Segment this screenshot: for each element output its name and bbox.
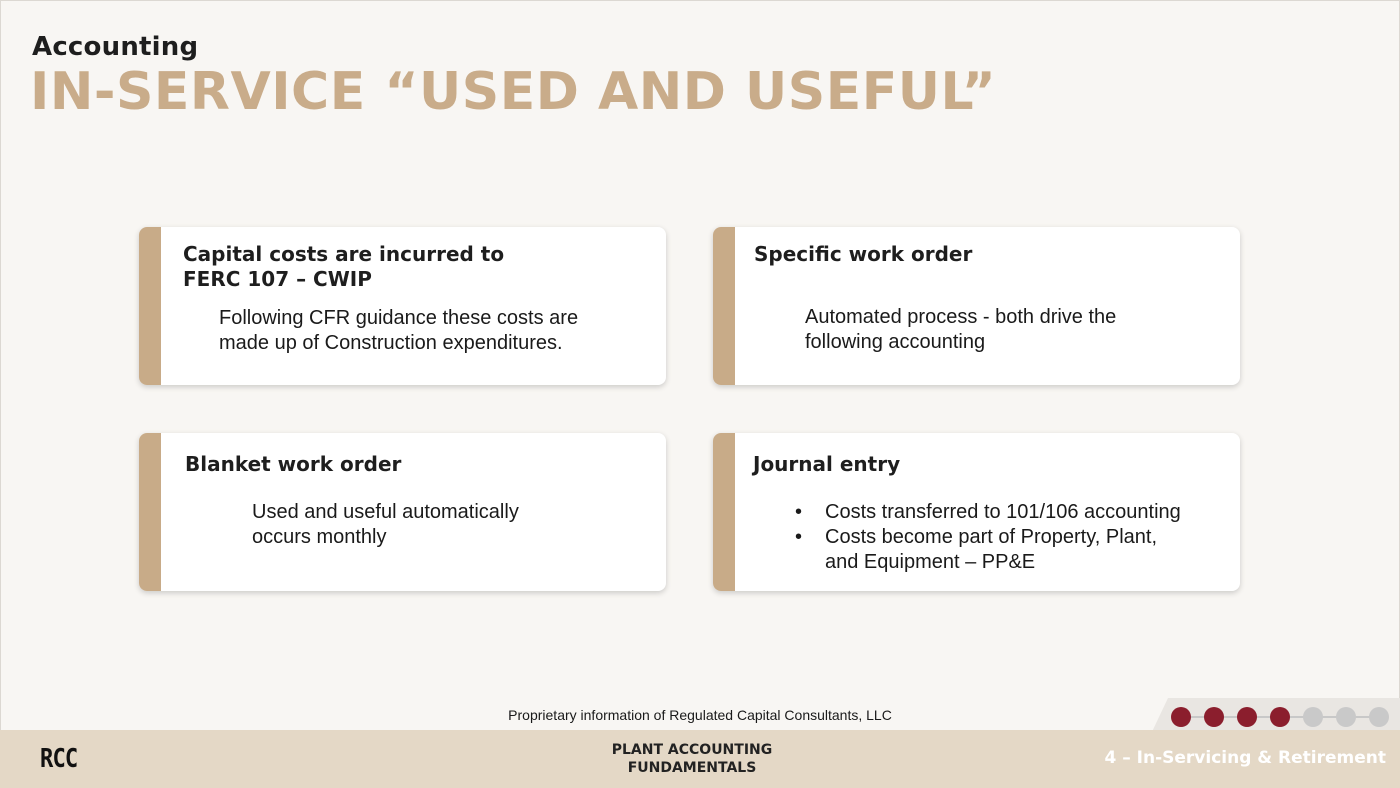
progress-dot-pending bbox=[1336, 707, 1356, 727]
progress-dot-complete bbox=[1270, 707, 1290, 727]
card-body bbox=[805, 305, 1116, 355]
progress-dot-complete bbox=[1171, 707, 1191, 727]
card-accent-bar bbox=[713, 227, 735, 385]
card-bullet-list bbox=[793, 500, 1181, 575]
progress-dot-pending bbox=[1303, 707, 1323, 727]
card-heading bbox=[183, 242, 504, 292]
course-title-line: FUNDAMENTALS bbox=[627, 760, 757, 776]
card-heading: Journal entry bbox=[753, 452, 901, 476]
card-body bbox=[219, 306, 578, 356]
section-kicker: Accounting bbox=[32, 32, 199, 62]
bullet-item bbox=[793, 500, 1181, 525]
card-accent-bar bbox=[139, 227, 161, 385]
bullet-line: and Equipment – PP&E bbox=[825, 551, 1036, 573]
card-body-line: Following CFR guidance these costs are bbox=[219, 307, 579, 329]
bullet-item bbox=[793, 525, 1181, 575]
progress-dot-pending bbox=[1369, 707, 1389, 727]
card-body-line: made up of Construction expenditures. bbox=[219, 332, 563, 354]
card-body-line: Used and useful automatically bbox=[252, 501, 519, 523]
card-heading-line: FERC 107 – CWIP bbox=[183, 267, 372, 291]
progress-dot-complete bbox=[1237, 707, 1257, 727]
card-accent-bar bbox=[713, 433, 735, 591]
card-heading: Blanket work order bbox=[185, 452, 402, 476]
bullet-line: • Costs transferred to 101/106 accounting bbox=[825, 501, 1181, 523]
card-blanket-work-order bbox=[139, 433, 666, 591]
course-title bbox=[592, 741, 792, 777]
course-title-line: PLANT ACCOUNTING bbox=[611, 742, 773, 758]
section-label: 4 – In-Servicing & Retirement bbox=[1104, 748, 1386, 768]
card-body-line: following accounting bbox=[805, 331, 986, 353]
card-heading: Specific work order bbox=[754, 242, 973, 266]
card-body-line: Automated process - both drive the bbox=[805, 306, 1117, 328]
card-accent-bar bbox=[139, 433, 161, 591]
card-specific-work-order bbox=[713, 227, 1240, 385]
rcc-logo: RCC bbox=[40, 744, 78, 774]
card-body bbox=[252, 500, 519, 550]
proprietary-note: Proprietary information of Regulated Capital Consultants, LLC bbox=[508, 707, 892, 723]
card-capital-costs bbox=[139, 227, 666, 385]
card-journal-entry bbox=[713, 433, 1240, 591]
card-heading-line: Capital costs are incurred to bbox=[183, 242, 505, 266]
card-body-line: occurs monthly bbox=[252, 526, 387, 548]
progress-dot-complete bbox=[1204, 707, 1224, 727]
page-title: IN-SERVICE “USED AND USEFUL” bbox=[30, 62, 997, 122]
bullet-line: • Costs become part of Property, Plant, bbox=[825, 526, 1158, 548]
